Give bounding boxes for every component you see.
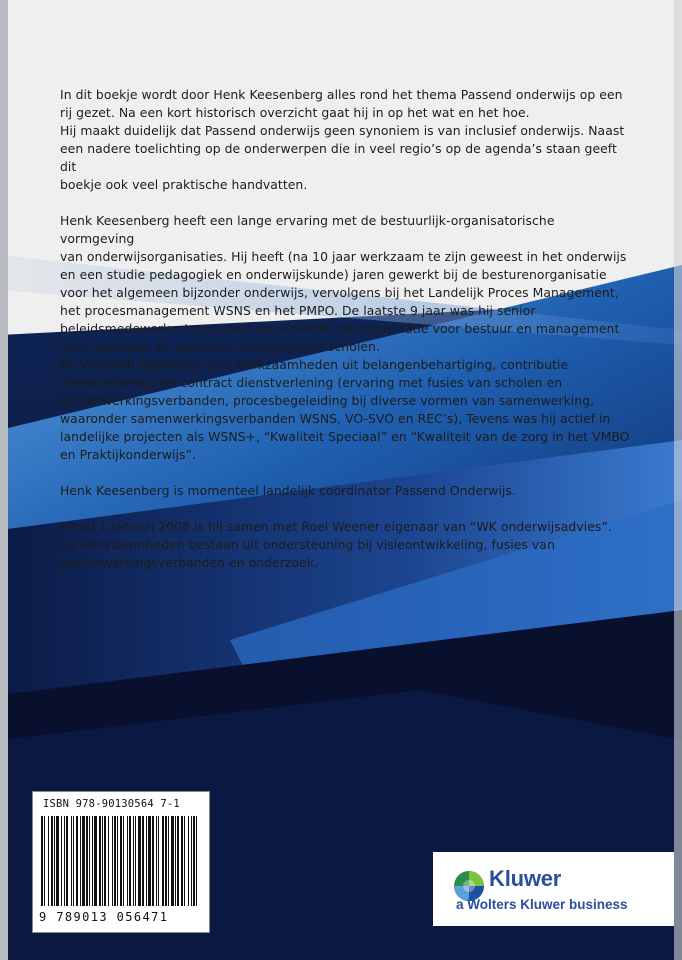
barcode-bar	[129, 816, 131, 906]
back-cover-blurb	[60, 86, 630, 590]
barcode-bar	[48, 816, 49, 906]
barcode-bar	[71, 816, 72, 906]
barcode-bar	[51, 816, 53, 906]
barcode-bar	[82, 816, 85, 906]
barcode-bar	[73, 816, 74, 906]
barcode-bar	[108, 816, 109, 906]
barcode-bar	[102, 816, 103, 906]
barcode-bars	[41, 816, 201, 910]
barcode-bar	[184, 816, 185, 906]
barcode-bar	[112, 816, 113, 906]
barcode-bar	[94, 816, 97, 906]
barcode-bar	[104, 816, 106, 906]
barcode-bar	[196, 816, 197, 906]
barcode-bar	[135, 816, 136, 906]
barcode-bar	[165, 816, 167, 906]
isbn-number: ISBN 978-90130564 7-1	[43, 798, 180, 810]
barcode-bar	[86, 816, 88, 906]
publisher-logo-box	[433, 852, 674, 926]
barcode-bar	[76, 816, 78, 906]
barcode-bar	[156, 816, 157, 906]
barcode-bar	[191, 816, 192, 906]
barcode-bar	[114, 816, 116, 906]
current-role-paragraph: Henk Keesenberg is momenteel landelijk coördinator Passend Onderwijs.	[60, 483, 516, 498]
barcode-bar	[133, 816, 134, 906]
company-paragraph: Vanaf 1 januari 2008 is hij samen met Roel Weener eigenaar van “WK onderwijsadvies”. De werkzaamheden bestaan uit ondersteuning bij visieontwikkeling, fusies van samenwerkingsverbanden en onderzoek.	[60, 519, 612, 570]
publisher-tagline: a Wolters Kluwer business	[456, 897, 628, 912]
barcode-bar	[168, 816, 169, 906]
barcode-bar	[66, 816, 68, 906]
barcode-bar	[120, 816, 122, 906]
barcode-bar	[158, 816, 159, 906]
barcode-bar	[117, 816, 118, 906]
barcode-bar	[127, 816, 128, 906]
isbn-barcode	[32, 791, 210, 933]
publisher-name: Kluwer	[489, 866, 562, 891]
barcode-bar	[152, 816, 154, 906]
barcode-bar	[177, 816, 179, 906]
barcode-bar	[188, 816, 189, 906]
barcode-bar	[146, 816, 147, 906]
barcode-bar	[44, 816, 45, 906]
barcode-bar	[148, 816, 151, 906]
barcode-bar	[99, 816, 101, 906]
barcode-bar	[138, 816, 141, 906]
barcode-bar	[54, 816, 55, 906]
barcode-bar	[193, 816, 195, 906]
barcode-bar	[64, 816, 65, 906]
ean-digits: 9 789013 056471	[39, 910, 169, 924]
barcode-bar	[123, 816, 124, 906]
barcode-bar	[142, 816, 144, 906]
barcode-bar	[41, 816, 43, 906]
barcode-bar	[175, 816, 176, 906]
author-bio-paragraph: Henk Keesenberg heeft een lange ervaring met de bestuurlijk-organisatorische vormgeving van onderwijsorganisaties. Hij heeft (na 10 jaar werkzaam te zijn geweest in het onderwijs en een studie pedagogiek en onderwijskunde) jaren gewerkt bij de besturenorganisatie voor het algemeen bijzonder onderwijs, vervolgens bij het Landelijk Proces Management, het procesmanagement WSNS en het PMPO. De laatste 9 jaar was hij senior beleidsmedewerker/consultant bij VOS/ABB, de organisatie voor bestuur en management voor openbaar en algemeen toegankelijke scholen. Bij VOS/ABB bestonden zijn werkzaamheden uit belangenbehartiging, contributie dienstverlening en contract dienstverlening (ervaring met fusies van scholen en samenwerkingsverbanden, procesbegeleiding bij diverse vormen van samenwerking, waaronder samenwerkingsverbanden WSNS, VO-SVO en REC’s), Tevens was hij actief in landelijke projecten als WSNS+, “Kwaliteit Speciaal” en “Kwaliteit van de zorg in het VMBO en Praktijkonderwijs”.	[60, 213, 630, 462]
barcode-bar	[61, 816, 62, 906]
barcode-bar	[162, 816, 164, 906]
intro-paragraph: In dit boekje wordt door Henk Keesenberg alles rond het thema Passend onderwijs op een rij gezet. Na een kort historisch overzicht gaat hij in op het wat en het hoe. Hij maakt duidelijk dat Passend onderwijs geen synoniem is van inclusief onderwijs. Naast een nadere toelichting op de onderwerpen die in veel regio’s op de agenda’s staan geeft dit boekje ook veel praktische handvatten.	[60, 87, 625, 192]
barcode-bar	[181, 816, 183, 906]
barcode-bar	[80, 816, 81, 906]
barcode-bar	[89, 816, 90, 906]
barcode-bar	[92, 816, 93, 906]
barcode-bar	[171, 816, 174, 906]
barcode-bar	[56, 816, 59, 906]
